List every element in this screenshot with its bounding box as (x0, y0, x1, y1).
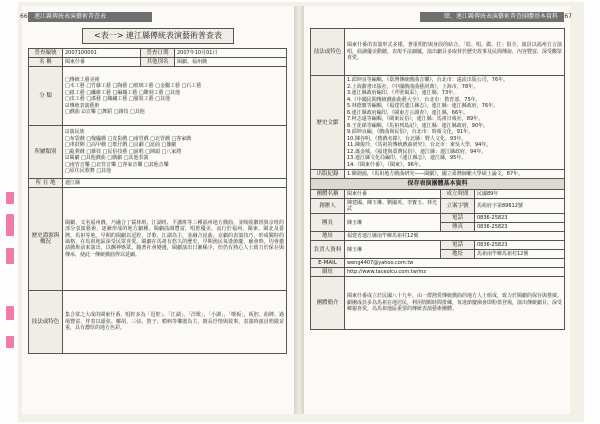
table-row (311, 170, 565, 179)
literature-item: 14.《閩東什番》，《閩東》，96年。 (347, 161, 424, 168)
right-running-title: 肆、連江縣傳統表演藝術普查團體基本資料 (420, 12, 564, 22)
name-value: 閩東什番 (63, 58, 141, 67)
group-name-label: 團體名稱 (311, 190, 345, 199)
category-group1: □傳統工藝美術 (65, 76, 100, 83)
survey-date: 2007年10月01日 (175, 49, 287, 58)
affiliation-line: □南管音樂 □北管音樂 □客家音樂 □其他音樂 (65, 161, 169, 168)
affiliation-line: □布袋戲 □傀儡戲 □皮影戲 □南管戲 □北管戲 □客家戲 (65, 135, 192, 142)
phone-label: 電話 (441, 214, 475, 223)
literature-item: 2.上海辭書出版社，《中國戲曲曲藝詞典》，上海市，78年。 (347, 83, 479, 90)
table-row (311, 232, 565, 241)
table-row (311, 268, 565, 277)
section-band-title: 保存表演團體基本資料 (311, 179, 565, 190)
sticky-tab (6, 248, 14, 264)
affiliation-line: □亂彈戲 □雜技 □民俗技藝 □說唱 □陣頭 □八家將 (65, 148, 182, 155)
literature-item: 10.陳谷明，《舊戲名錄》，台北縣：野人文化，93年。 (347, 135, 467, 142)
sticky-tab (6, 214, 14, 236)
founded: 民國89年 (475, 190, 565, 199)
right-page-number: 67 (564, 13, 572, 20)
skills-text: 閩東什番的表演形式多樣，著重唱腔與身段的結合，「唸、唱、做、打」俱全，演員以福州方言演唱，曲調優美動聽，表現手法細膩，演出劇目多取材於歷史故事及民間傳說，內容豐富，深受觀眾喜愛。 (345, 29, 565, 76)
intro-label: 團體簡介 (311, 277, 345, 330)
contact-label: 負責人資料 (311, 241, 345, 259)
features-label: 技法或特色 (29, 291, 63, 354)
table-row (29, 179, 287, 188)
reg-label: 立案字號 (441, 199, 475, 214)
survey-no-label: 普查編號 (29, 49, 63, 58)
category-line: □木工藝 □竹藤工藝 □陶藝 □玻璃工藝 □金屬工藝 □石工藝 (65, 83, 202, 89)
location-label: 所 在 地 (29, 179, 63, 188)
publication-label: 出版紀錄 (311, 170, 345, 179)
survey-date-label: 普查日期 (141, 49, 175, 58)
email: weng4407@yahoo.com.tw (345, 259, 565, 268)
address-label: 地址 (311, 232, 345, 241)
book-gutter (294, 6, 304, 414)
literature-item: 13.連江縣文化局編印，《連江縣志》，連江縣，95年。 (347, 155, 467, 161)
table-row (311, 76, 565, 170)
founder-label: 創辦人 (311, 199, 345, 214)
literature-item: 1.邱坤良等編輯，《臺灣傳統戲曲音樂》，台北市：遠流出版公司，76年。 (347, 77, 509, 83)
fax-label: 傳真 (441, 223, 475, 232)
literature-label: 歷史文獻 (311, 76, 345, 170)
affiliation-line: ☑閩劇 □其他戲曲 □戲劇 □其他表演 (65, 155, 149, 162)
address: 福建省連江縣南竿鄉馬祖村12號 (345, 232, 565, 241)
affiliation-label: 所屬類別 (29, 126, 63, 179)
table-row (29, 67, 287, 126)
literature-item: 9.邱坤良編，《戲曲與民俗》，台北市：時報文化，91年。 (347, 129, 474, 135)
table-row (29, 188, 287, 291)
survey-no: 2007100001 (63, 49, 141, 58)
literature-item: 3.連江縣政府編印，《芹壁風采》，連江縣，73年。 (347, 90, 459, 96)
email-label: E-MAIL (311, 259, 345, 268)
sticky-tab (6, 336, 14, 348)
literature-item: 12.蕭金城，《福建與臺灣民俗》，連江縣：連江縣政府，94年。 (347, 148, 487, 155)
contact-name: 陳玉琳 (345, 241, 441, 259)
contact-phone: 0836-25823 (475, 241, 565, 250)
literature-item: 8.王花俤等編輯，《馬祖列島記》，連江縣：連江縣政府，90年。 (347, 122, 489, 129)
sticky-tab (6, 306, 14, 320)
left-page (22, 6, 294, 414)
table-row (29, 126, 287, 179)
left-running-title: 連江縣傳統表演藝術普查表 (28, 12, 152, 22)
history-text: 閩劇，又名福州戲，乃融合了儒林班、江湖班、平講班等三種福州地方戲曲，並吸收徽班與京班的部分表演藝術，逐漸形成的地方劇種。閩劇曲調豐富，唱腔優美，流行於福州、閩東、閩北及臺灣、馬祖等地。早期的閩劇以逗腔、洋歌、江湖為主，並融合崑曲、京劇的表演技巧，形成獨特的風格，在馬祖地區深受民眾喜愛。閩劇在馬祖有悠久的歷史，早期漁民每逢節慶、廟會時，均會邀請戲班前來演出，以酬神娛眾。隨著社會變遷，閩劇演出日漸稀少，但仍有熱心人士致力於保存與傳承，使此一傳統戲曲得以延續。 (63, 188, 287, 291)
literature-item: 11.陳俊玲，《馬祖的傳統戲曲研究》，台北市：東吳大學，94年。 (347, 142, 492, 148)
affiliation-line: □原住民歌舞 □其他 (65, 168, 112, 175)
table-row (29, 291, 287, 354)
other-name-label: 其他別名 (141, 58, 175, 67)
founder: 陳建國、陳玉琳、劉國英、李寶玉、林光武 (345, 199, 441, 214)
skills-label: 技法或特色 (311, 29, 345, 76)
literature-item: 5.林德寶等編輯，《福建省連江縣志》，連江縣：連江縣政府，76年。 (347, 103, 499, 109)
right-page (304, 6, 570, 414)
contact-addr: 馬祖南竿鄉馬祖村12號 (475, 250, 565, 259)
category-line: □紙工藝 □纖維工藝 □編織工藝 □雕刻工藝 □其他 (65, 89, 180, 96)
table-row (311, 190, 565, 199)
phone: 0836-25823 (475, 214, 565, 223)
reg: 馬組府字第89612號 (475, 199, 565, 214)
category-label: 分 類 (29, 67, 63, 126)
manager: 陳玉琳 (345, 214, 441, 232)
sticky-tab (6, 192, 14, 204)
literature-item: 4.《中國民間傳統戲曲曲藝大全》，台北市：教育部，75年。 (347, 96, 481, 103)
affiliation-group: ☑演民族 (65, 129, 85, 136)
founded-label: 成立時間 (441, 190, 475, 199)
literature-item: 7.柯志遠等編輯，《閩東民俗》，連江縣：馬祖日報社，89年。 (347, 116, 484, 122)
group-name: 閩東什番 (345, 190, 441, 199)
survey-form-table (28, 48, 287, 354)
table-row (311, 241, 565, 250)
intro-text: 閩東什番成立於民國八十九年，由一群熱愛傳統戲曲的地方人士組成，致力於閩劇的保存與推廣。劇團成員多為馬祖在地居民，利用閒暇時間排練，每逢節慶廟會即粉墨登場，演出傳統劇目，深受鄉親喜愛，為馬祖地區重要的傳統表演藝術團體。 (345, 277, 565, 330)
left-page-number: 66 (20, 13, 28, 20)
group-info-table (310, 28, 565, 330)
table-row (311, 214, 565, 223)
category-line: □皮工藝 □漆藝 □織繡工藝 □服裝工藝 □其他 (65, 96, 170, 102)
features-text: 集合眾之大成的閩東什番，唱腔多為「逗腔」、「江湖」、「洋歌」、「小調」、「嘆板」，板腔、曲牌、過場豐富，伴奏以頭弦、椰胡、三弦、笛子、嗩吶等樂器為主，擅長抒情與敘事，表演時演員唱做並重，具有濃厚的地方色彩。 (63, 291, 287, 354)
table-row (311, 179, 565, 190)
category-line2: □戲曲 ☑音樂 □舞蹈 □雜技 □其他 (65, 109, 145, 115)
publication-text: 1.陳劍鴻，《馬祖地方戲曲研究——閩劇》，國立臺灣師範大學碩士論文，87年。 (345, 170, 565, 179)
table-row (311, 277, 565, 330)
name-label: 名 稱 (29, 58, 63, 67)
table-row (29, 58, 287, 67)
location-value: 連江縣 (63, 179, 287, 188)
table-row (311, 199, 565, 214)
manager-label: 團長 (311, 214, 345, 232)
web-label: 網址 (311, 268, 345, 277)
literature-item: 6.連江縣政府編印，《閩東方言調查》，連江縣，66年。 (347, 109, 469, 116)
other-name-value: 閩劇、福州戲 (175, 58, 287, 67)
form-title: <表一> 連江縣傳統表演藝術普查表 (82, 28, 234, 44)
affiliation-options (63, 126, 287, 179)
web: http://www.taceolcu.com.tw/mz (345, 268, 565, 277)
affiliation-line: □車鼓陣 □高甲戲 □歌仔戲 □京劇 □崑曲 □豫劇 (65, 142, 177, 149)
category-options (63, 67, 287, 126)
category-group2: ☑傳統表演藝術 (65, 102, 100, 109)
table-row (29, 49, 287, 58)
contact-addr-label: 地址 (441, 250, 475, 259)
table-row (311, 259, 565, 268)
fax: 0836-25823 (475, 223, 565, 232)
contact-phone-label: 電話 (441, 241, 475, 250)
history-label: 歷史淵源與概況 (29, 188, 63, 291)
literature-list (345, 76, 565, 170)
table-row (311, 29, 565, 76)
